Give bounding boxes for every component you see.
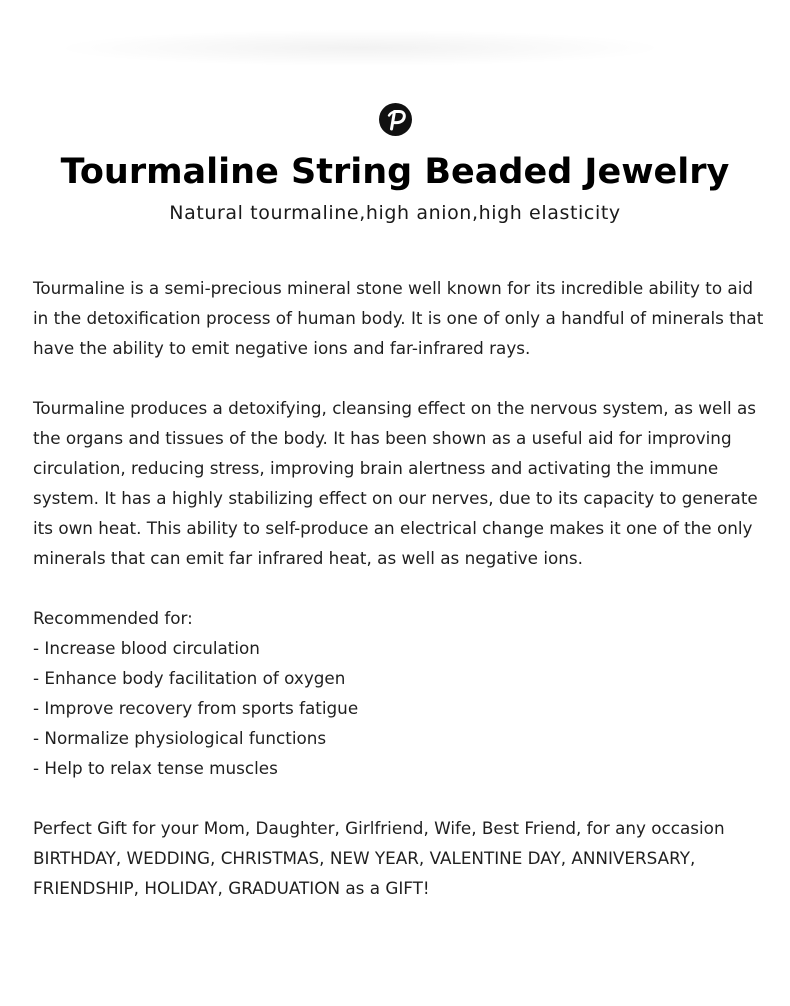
p-letter-logo-icon: [379, 103, 412, 136]
intro-paragraph: Tourmaline is a semi-precious mineral stone well known for its incredible ability to aid in the detoxification process of human body. It is one of only a handful of minerals that have the ability to emit negative ions and far-infrared rays.: [33, 278, 764, 358]
gift-line: BIRTHDAY, WEDDING, CHRISTMAS, NEW YEAR, VALENTINE DAY, ANNIVERSARY,: [33, 848, 696, 868]
list-item: - Increase blood circulation: [33, 638, 260, 658]
gift-line: FRIENDSHIP, HOLIDAY, GRADUATION as a GIFT!: [33, 878, 430, 898]
page-subtitle: Natural tourmaline,high anion,high elasticity: [169, 202, 621, 224]
top-shadow-decoration: [60, 30, 660, 66]
gift-section: [33, 813, 773, 903]
gift-line: Perfect Gift for your Mom, Daughter, Girlfriend, Wife, Best Friend, for any occasion: [33, 818, 725, 838]
list-item: - Improve recovery from sports fatigue: [33, 698, 359, 718]
description-content: [33, 273, 773, 903]
recommended-list: [33, 603, 773, 783]
list-item: - Normalize physiological functions: [33, 728, 327, 748]
list-item: - Enhance body facilitation of oxygen: [33, 668, 346, 688]
list-item: - Help to relax tense muscles: [33, 758, 278, 778]
recommended-heading: Recommended for:: [33, 608, 193, 628]
benefits-paragraph: Tourmaline produces a detoxifying, cleansing effect on the nervous system, as well as the organs and tissues of the body. It has been shown as a useful aid for improving circulation, reducing stress, improving brain alertness and activating the immune system. It has a highly stabilizing effect on our nerves, due to its capacity to generate its own heat. This ability to self-produce an electrical change makes it one of the only minerals that can emit far infrared heat, as well as negative ions.: [33, 398, 758, 568]
page-title: Tourmaline String Beaded Jewelry: [60, 152, 730, 192]
